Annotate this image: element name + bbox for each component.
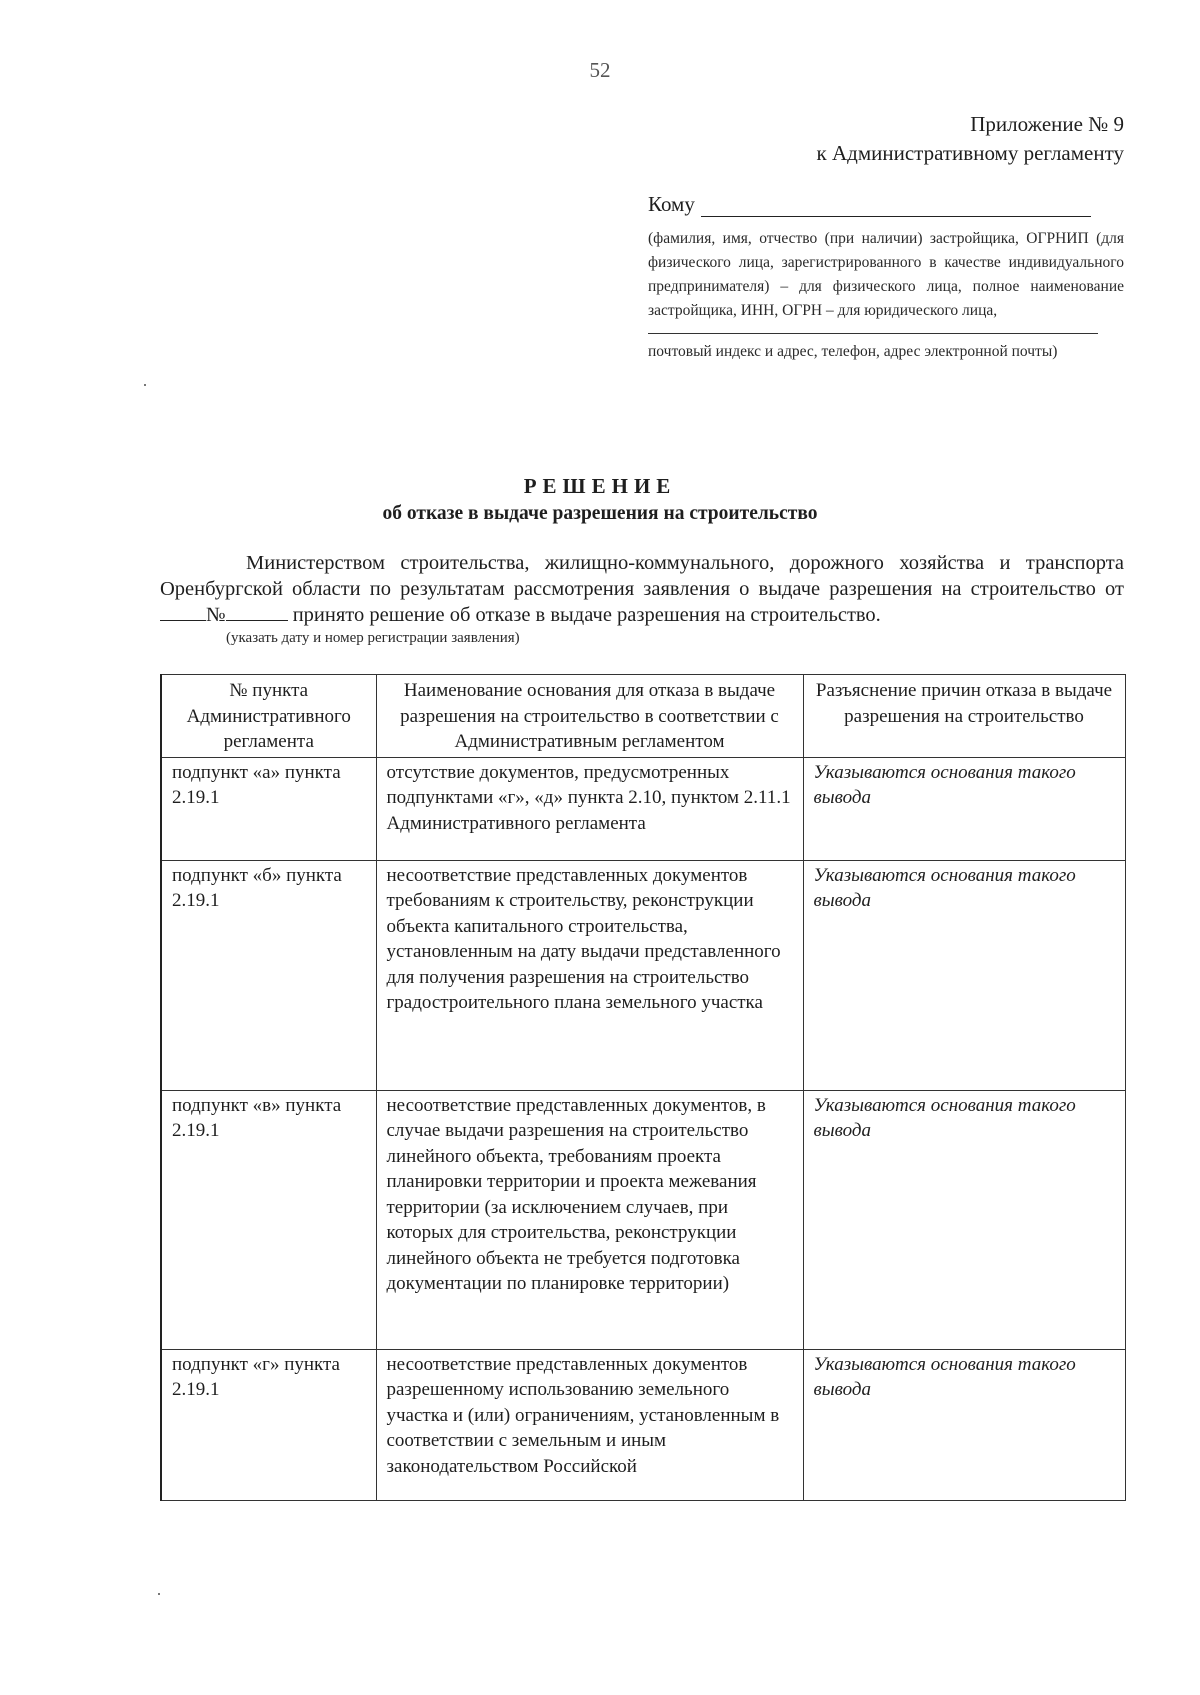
header-ground: Наименование основания для отказа в выдаче разрешения на строительство в соответствии с Административным регламентом [376, 675, 803, 758]
scan-speck [158, 1593, 160, 1595]
appendix-number: Приложение № 9 [970, 112, 1124, 136]
scan-speck [144, 384, 146, 386]
intro-paragraph [160, 550, 1124, 628]
reason-cell: Указываются основания такого вывода [803, 860, 1125, 1090]
addressee-hint-contacts: почтовый индекс и адрес, телефон, адрес электронной почты) [648, 343, 1058, 360]
number-blank [226, 604, 288, 621]
addressee-label: Кому [648, 192, 695, 216]
ground-cell: несоответствие представленных документов разрешенному использованию земельного участка и (или) ограничениям, установленным в соответствии с земельным и иным законодательством Российской [376, 1349, 803, 1500]
addressee-blank-line [648, 333, 1098, 334]
addressee-hint-applicant: (фамилия, имя, отчество (при наличии) застройщика, ОГРНИП (для физического лица, зарегистрированного в качестве индивидуального предпринимателя) – для физического лица, полное наименование застройщика, ИНН, ОГРН – для юридического лица, [648, 230, 1124, 319]
table-row [161, 757, 1125, 860]
appendix-reference: к Административному регламенту [816, 141, 1124, 165]
ground-cell: несоответствие представленных документов требованиям к строительству, реконструкции объекта капитального строительства, установленным на дату выдачи представленного для получения разрешения на строительство градостроительного плана земельного участка [376, 860, 803, 1090]
document-title: РЕШЕНИЕ [523, 474, 677, 498]
point-cell: подпункт «а» пункта 2.19.1 [161, 757, 376, 860]
refusal-grounds-table [160, 674, 1126, 1501]
point-cell: подпункт «б» пункта 2.19.1 [161, 860, 376, 1090]
table-row [161, 860, 1125, 1090]
appendix-heading [817, 110, 1124, 168]
addressee-block [648, 192, 1124, 364]
reason-cell: Указываются основания такого вывода [803, 1090, 1125, 1349]
addressee-fill-line [701, 198, 1091, 217]
header-point: № пункта Административного регламента [161, 675, 376, 758]
table-header-row [161, 675, 1125, 758]
addressee-line [648, 192, 1124, 217]
ground-cell: несоответствие представленных документов, в случае выдачи разрешения на строительство линейного объекта, требованиям проекта планировки территории и проекта межевания территории (за исключением случаев, при которых для строительства, реконструкции линейного объекта не требуется подготовка документации по планировке территории) [376, 1090, 803, 1349]
ground-cell: отсутствие документов, предусмотренных подпунктами «г», «д» пункта 2.10, пунктом 2.11.1 Административного регламента [376, 757, 803, 860]
point-cell: подпункт «г» пункта 2.19.1 [161, 1349, 376, 1500]
header-reason: Разъяснение причин отказа в выдаче разрешения на строительство [803, 675, 1125, 758]
intro-text-end: принято решение об отказе в выдаче разрешения на строительство. [292, 604, 881, 626]
reason-cell: Указываются основания такого вывода [803, 1349, 1125, 1500]
point-cell: подпункт «в» пункта 2.19.1 [161, 1090, 376, 1349]
table-row [161, 1090, 1125, 1349]
table-row [161, 1349, 1125, 1500]
intro-text-start: Министерством строительства, жилищно-коммунального, дорожного хозяйства и транспорта Оренбургской области по результатам рассмотрения заявления о выдаче разрешения на строительство от [160, 552, 1124, 600]
reason-cell: Указываются основания такого вывода [803, 757, 1125, 860]
number-sign: № [206, 604, 226, 626]
intro-hint: (указать дату и номер регистрации заявления) [226, 630, 520, 646]
date-blank [160, 604, 206, 621]
page-number: 52 [589, 58, 611, 82]
document-subtitle: об отказе в выдаче разрешения на строительство [382, 503, 818, 524]
